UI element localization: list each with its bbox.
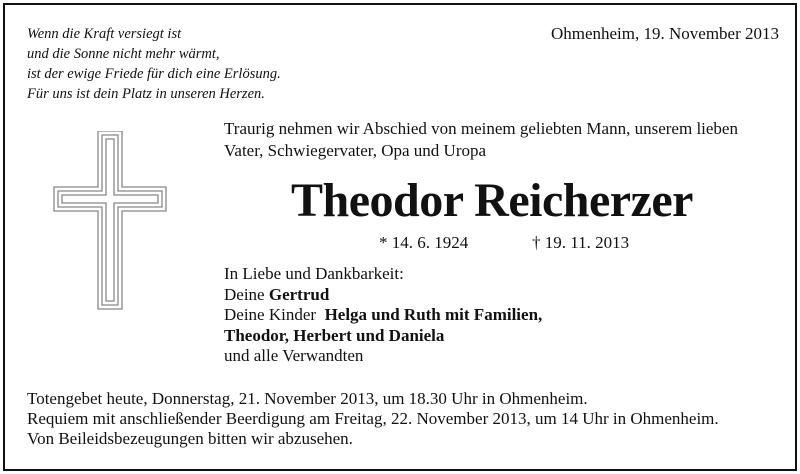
death-date: † 19. 11. 2013 (532, 233, 630, 252)
deceased-name: Theodor Reicherzer (291, 174, 693, 227)
birth-date: * 14. 6. 1924 (379, 233, 469, 252)
children-names: Helga und Ruth mit Familien, (324, 305, 543, 324)
intro-line: Vater, Schwiegervater, Opa und Uropa (224, 141, 487, 160)
children-prefix: Deine Kinder (224, 305, 325, 324)
family-wife (224, 285, 542, 306)
intro-line: Traurig nehmen wir Abschied von meinem geliebten Mann, unserem lieben (224, 119, 738, 138)
latin-cross-icon (50, 131, 170, 311)
family-intro: In Liebe und Dankbarkeit: (224, 264, 404, 283)
wife-prefix: Deine (224, 284, 269, 304)
footer-line: Totengebet heute, Donnerstag, 21. November 2013, um 18.30 Uhr in Ohmenheim. (27, 389, 588, 408)
obituary-notice (3, 3, 797, 471)
poem (27, 24, 281, 104)
intro-text (224, 118, 738, 162)
footer-info (27, 389, 719, 449)
place-date: Ohmenheim, 19. November 2013 (550, 24, 779, 43)
poem-line: und die Sonne nicht mehr wärmt, (27, 46, 220, 62)
poem-line: ist der ewige Friede für dich eine Erlösung. (27, 66, 281, 82)
wife-name: Gertrud (268, 284, 330, 304)
footer-line: Von Beileidsbezeugungen bitten wir abzusehen. (27, 429, 353, 448)
poem-line: Für uns ist dein Platz in unseren Herzen. (27, 86, 265, 102)
family-children (224, 305, 542, 326)
footer-line: Requiem mit anschließender Beerdigung am Freitag, 22. November 2013, um 14 Uhr in Ohmenheim. (27, 409, 719, 428)
family-signatures (224, 264, 542, 367)
poem-line: Wenn die Kraft versiegt ist (27, 26, 182, 42)
family-relatives: und alle Verwandten (224, 346, 364, 365)
children-names-cont: Theodor, Herbert und Daniela (224, 325, 445, 345)
family-children-cont (224, 326, 542, 347)
